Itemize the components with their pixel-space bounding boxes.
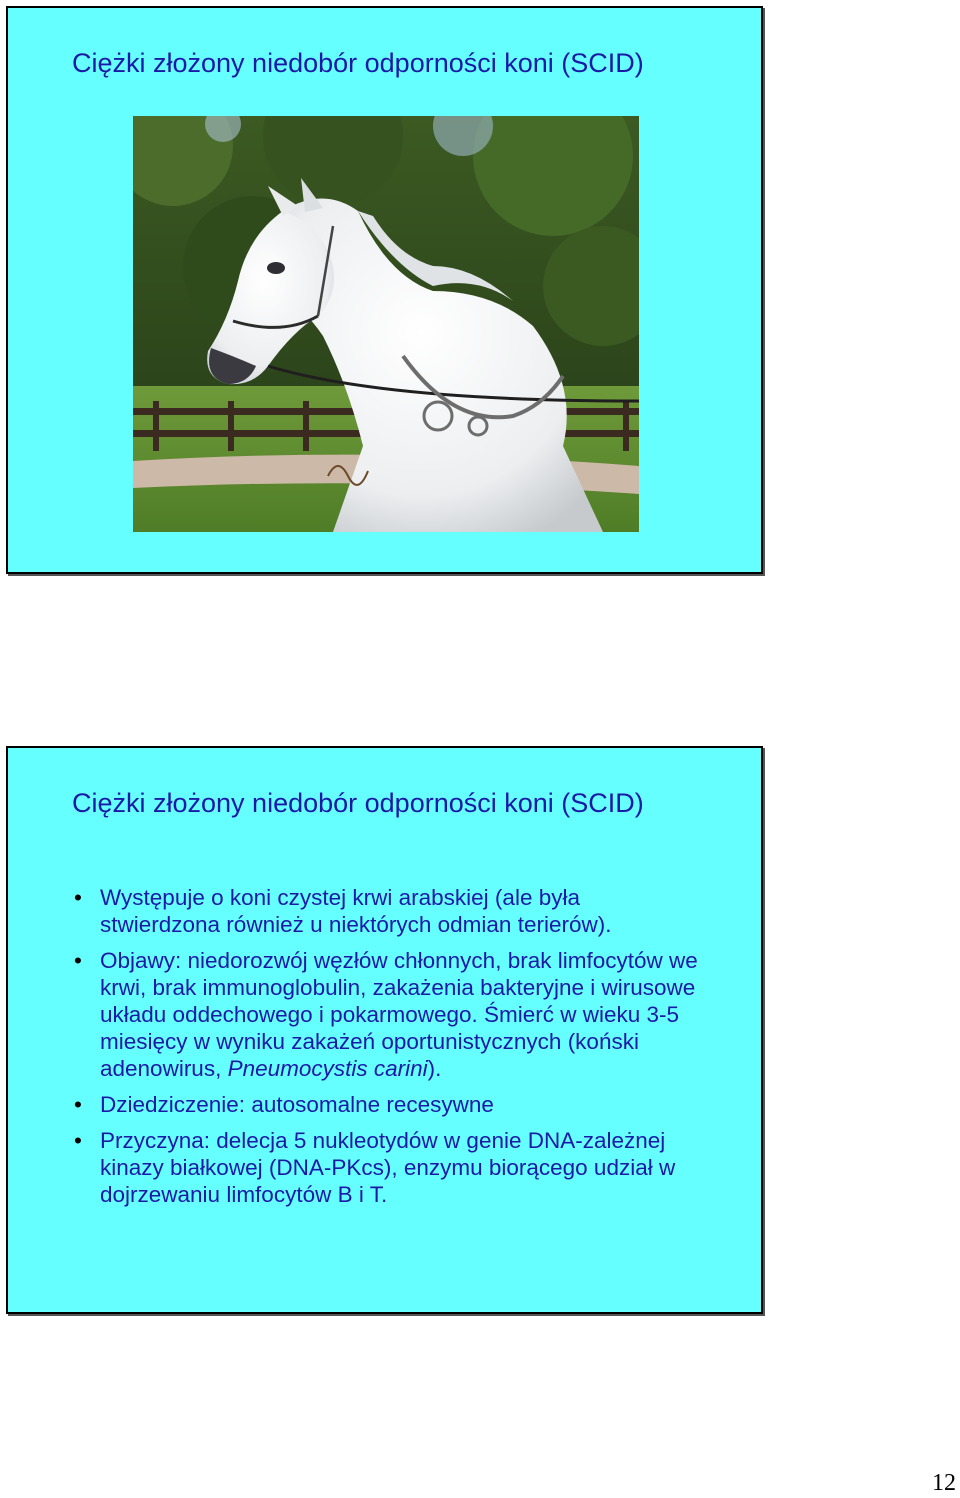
bullet-text: Występuje o koni czystej krwi arabskiej (ale była stwierdzona również u niektórych odmian terierów).: [100, 885, 612, 937]
bullet-item: [72, 884, 702, 938]
bullet-list: [72, 884, 702, 1217]
page-number: 12: [932, 1470, 956, 1496]
slide-1: [6, 6, 763, 574]
bullet-glyph: •: [74, 885, 82, 910]
bullet-item: [72, 1127, 702, 1208]
bullet-text: Przyczyna: delecja 5 nukleotydów w genie DNA-zależnej kinazy białkowej (DNA-PKcs), enzymu biorącego udział w dojrzewaniu limfocytów B i T.: [100, 1128, 676, 1207]
bullet-glyph: •: [74, 948, 82, 973]
bullet-text-end: ).: [427, 1056, 442, 1081]
bullet-item: [72, 947, 702, 1082]
slide-2: [6, 746, 763, 1314]
bullet-glyph: •: [74, 1128, 82, 1153]
species-name: Pneumocystis carini: [227, 1056, 428, 1081]
bullet-item: [72, 1091, 702, 1118]
slide-title: Ciężki złożony niedobór odporności koni (SCID): [72, 48, 644, 78]
bullet-text: Objawy: niedorozwój węzłów chłonnych, brak limfocytów we krwi, brak immunoglobulin, zakażenia bakteryjne i wirusowe układu oddechowego i pokarmowego. Śmierć w wieku 3-5 miesięcy w wyniku zakażeń oportunistycznych (koński adenowirus,: [100, 948, 698, 1081]
horse-photo: [133, 116, 639, 532]
slide-title: Ciężki złożony niedobór odporności koni (SCID): [72, 788, 644, 818]
bullet-glyph: •: [74, 1092, 82, 1117]
bullet-text: Dziedziczenie: autosomalne recesywne: [100, 1092, 494, 1117]
